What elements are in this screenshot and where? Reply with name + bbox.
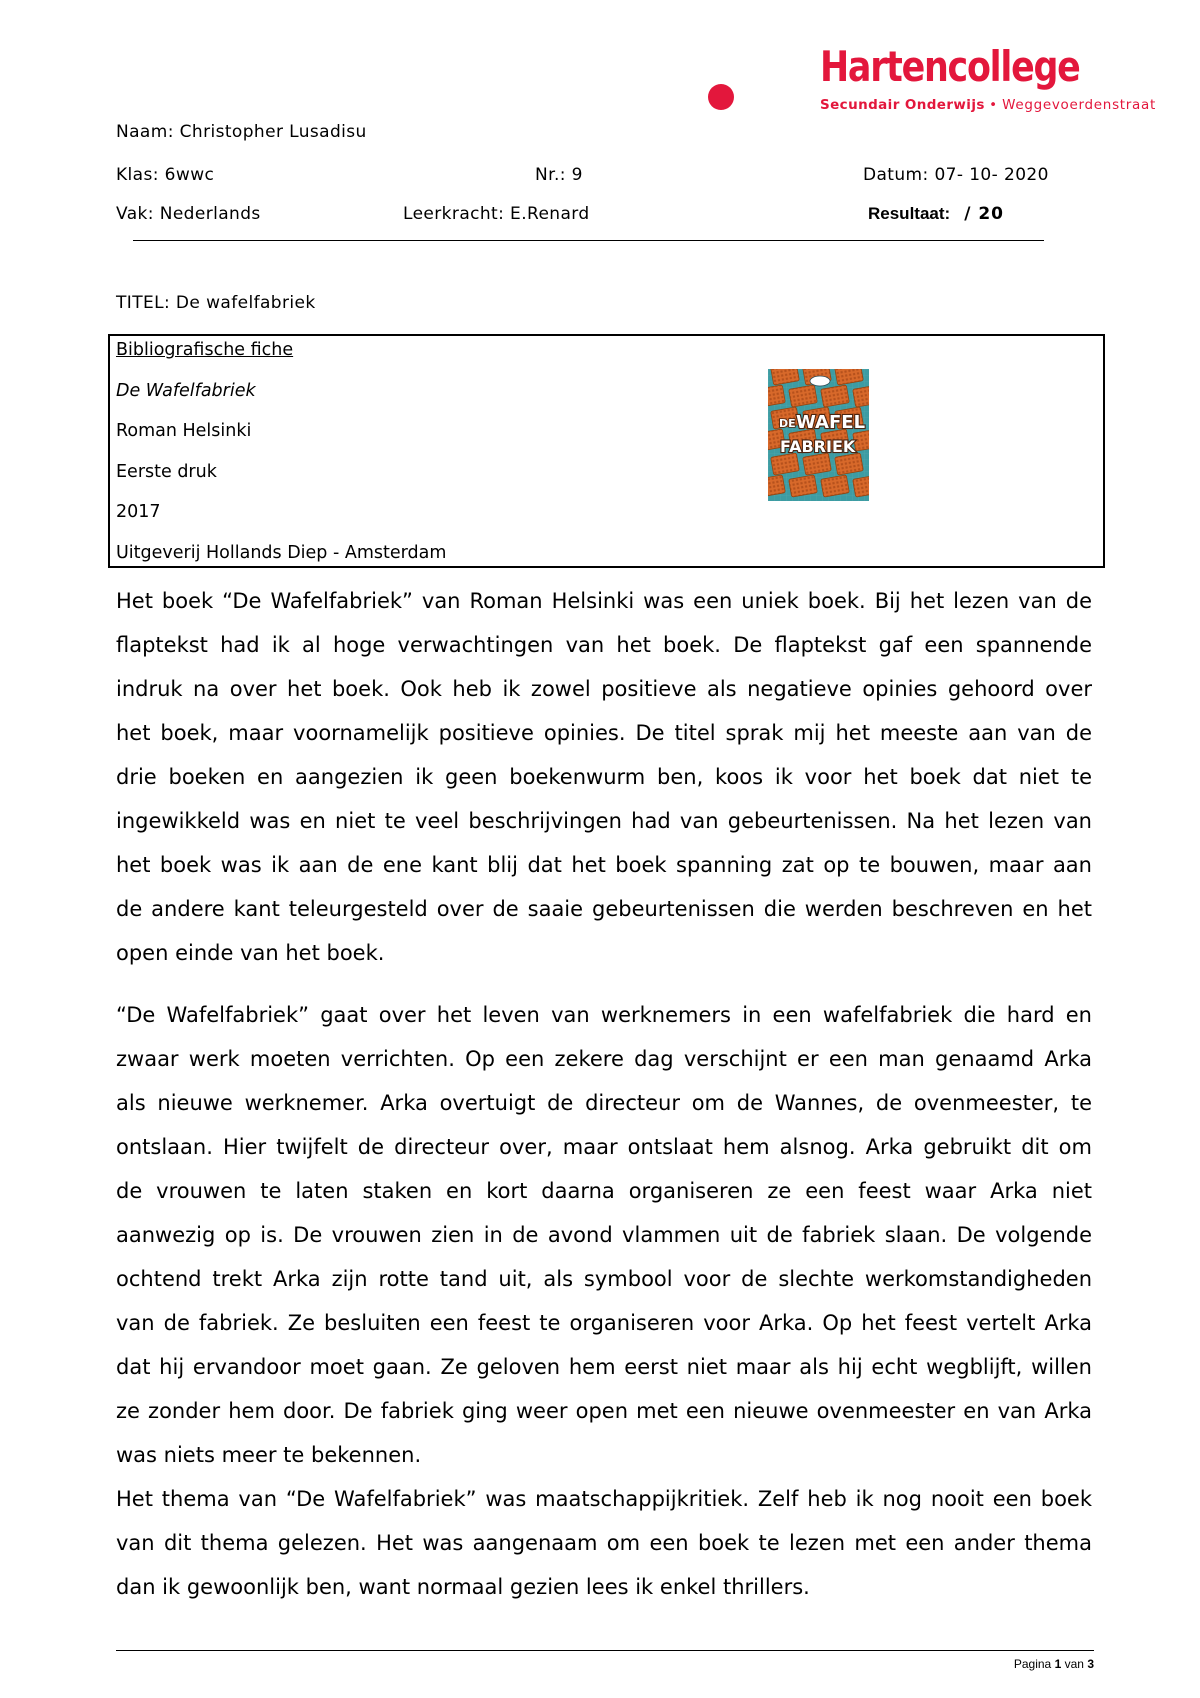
body-text-line: van dit thema gelezen. Het was aangenaam om een boek te lezen met een ander thema bbox=[116, 1530, 1092, 1555]
tagline-school-type: Secundair Onderwijs bbox=[820, 97, 985, 113]
cover-title-line2: WAFEL bbox=[796, 412, 866, 433]
body-text-line: “De Wafelfabriek” gaat over het leven van werknemers in een wafelfabriek die hard en bbox=[116, 1002, 1092, 1027]
student-class: Klas: 6wwc bbox=[116, 165, 215, 185]
bibliography-heading: Bibliografische fiche bbox=[116, 340, 294, 360]
logo-part-harten: Harten bbox=[820, 42, 948, 91]
result-label: Resultaat: bbox=[868, 204, 951, 223]
body-text-line: ochtend trekt Arka zijn rotte tand uit, als symbool voor de slechte werkomstandigheden bbox=[116, 1266, 1092, 1291]
teacher: Leerkracht: E.Renard bbox=[403, 204, 590, 224]
book-title: De Wafelfabriek bbox=[116, 380, 256, 401]
body-text-line: het boek was ik aan de ene kant blij dat het boek spanning zat op te bouwen, maar aan bbox=[116, 853, 1092, 877]
bibliography-box bbox=[108, 334, 1105, 568]
footer-of-label: van bbox=[1064, 1657, 1084, 1671]
body-text-line: indruk na over het boek. Ook heb ik zowel positieve als negatieve opinies gehoord over bbox=[116, 677, 1092, 701]
body-text-line: dan ik gewoonlijk ben, want normaal gezien lees ik enkel thrillers. bbox=[116, 1574, 810, 1599]
body-text-line: was niets meer te bekennen. bbox=[116, 1442, 422, 1467]
body-text-line: flaptekst had ik al hoge verwachtingen van het boek. De flaptekst gaf een spannende bbox=[116, 633, 1092, 657]
body-text-line: Het boek “De Wafelfabriek” van Roman Helsinki was een uniek boek. Bij het lezen van de bbox=[116, 589, 1092, 613]
body-text-line: zwaar werk moeten verrichten. Op een zekere dag verschijnt er een man genaamd Arka bbox=[116, 1046, 1092, 1071]
cover-badge bbox=[810, 376, 830, 386]
body-paragraph bbox=[116, 993, 1092, 1477]
body-text-line: open einde van het boek. bbox=[116, 941, 385, 965]
body-text-line: het boek, maar voornamelijk positieve opinies. De titel sprak mij het meeste aan van de bbox=[116, 721, 1092, 745]
footer-divider bbox=[116, 1650, 1094, 1651]
subject: Vak: Nederlands bbox=[116, 204, 261, 224]
document-date: Datum: 07- 10- 2020 bbox=[863, 165, 1049, 185]
school-logo bbox=[820, 42, 1080, 91]
header-divider bbox=[133, 240, 1044, 241]
result-value: / 20 bbox=[964, 204, 1004, 224]
body-paragraph bbox=[116, 579, 1092, 975]
logo-dot bbox=[708, 84, 734, 110]
book-publisher: Uitgeverij Hollands Diep - Amsterdam bbox=[116, 542, 447, 563]
bibliography-list bbox=[116, 330, 446, 573]
page-title: TITEL: De wafelfabriek bbox=[116, 293, 316, 313]
body-text-line: dat hij ervandoor moet gaan. Ze geloven hem eerst niet maar als hij echt wegblijft, willen bbox=[116, 1354, 1092, 1379]
footer-page-label: Pagina bbox=[1013, 1657, 1052, 1671]
body-paragraph bbox=[116, 1477, 1092, 1609]
body-text-line: drie boeken en aangezien ik geen boekenwurm ben, koos ik voor het boek dat niet te bbox=[116, 765, 1092, 789]
logo-part-college: college bbox=[947, 42, 1080, 91]
body-text-line: Het thema van “De Wafelfabriek” was maatschappijkritiek. Zelf heb ik nog nooit een boek bbox=[116, 1486, 1092, 1511]
tagline-separator: • bbox=[989, 97, 998, 113]
body-text-line: aanwezig op is. De vrouwen zien in de avond vlammen uit de fabriek slaan. De volgende bbox=[116, 1222, 1092, 1247]
body-text-line: ingewikkeld was en niet te veel beschrijvingen had van gebeurtenissen. Na het lezen van bbox=[116, 809, 1092, 833]
cover-title-line3: FABRIEK bbox=[780, 437, 856, 456]
footer-page-number: 1 bbox=[1054, 1657, 1062, 1671]
essay-body bbox=[116, 579, 1092, 1609]
student-number: Nr.: 9 bbox=[535, 165, 583, 185]
tagline-location: Weggevoerdenstraat bbox=[1002, 97, 1156, 113]
cover-title-line1: DE bbox=[779, 417, 796, 430]
body-text-line: ontslaan. Hier twijfelt de directeur over, maar ontslaat hem alsnog. Arka gebruikt dit om bbox=[116, 1134, 1092, 1159]
body-text-line: de andere kant teleurgesteld over de saaie gebeurtenissen die werden beschreven en het bbox=[116, 897, 1092, 921]
body-text-line: van de fabriek. Ze besluiten een feest te organiseren voor Arka. Op het feest vertelt Arka bbox=[116, 1310, 1092, 1335]
footer-page-total: 3 bbox=[1087, 1657, 1094, 1671]
page-number-footer bbox=[1014, 1657, 1094, 1671]
book-year: 2017 bbox=[116, 502, 161, 522]
result bbox=[868, 203, 1004, 225]
body-text-line: de vrouwen te laten staken en kort daarna organiseren ze een feest waar Arka niet bbox=[116, 1178, 1092, 1203]
book-cover-image bbox=[768, 369, 869, 501]
book-edition: Eerste druk bbox=[116, 461, 217, 482]
student-name: Naam: Christopher Lusadisu bbox=[116, 122, 367, 142]
book-author: Roman Helsinki bbox=[116, 421, 252, 441]
body-text-line: ze zonder hem door. De fabriek ging weer open met een nieuwe ovenmeester en van Arka bbox=[116, 1398, 1092, 1423]
school-tagline bbox=[820, 97, 1156, 113]
body-text-line: als nieuwe werknemer. Arka overtuigt de directeur om de Wannes, de ovenmeester, te bbox=[116, 1090, 1092, 1115]
